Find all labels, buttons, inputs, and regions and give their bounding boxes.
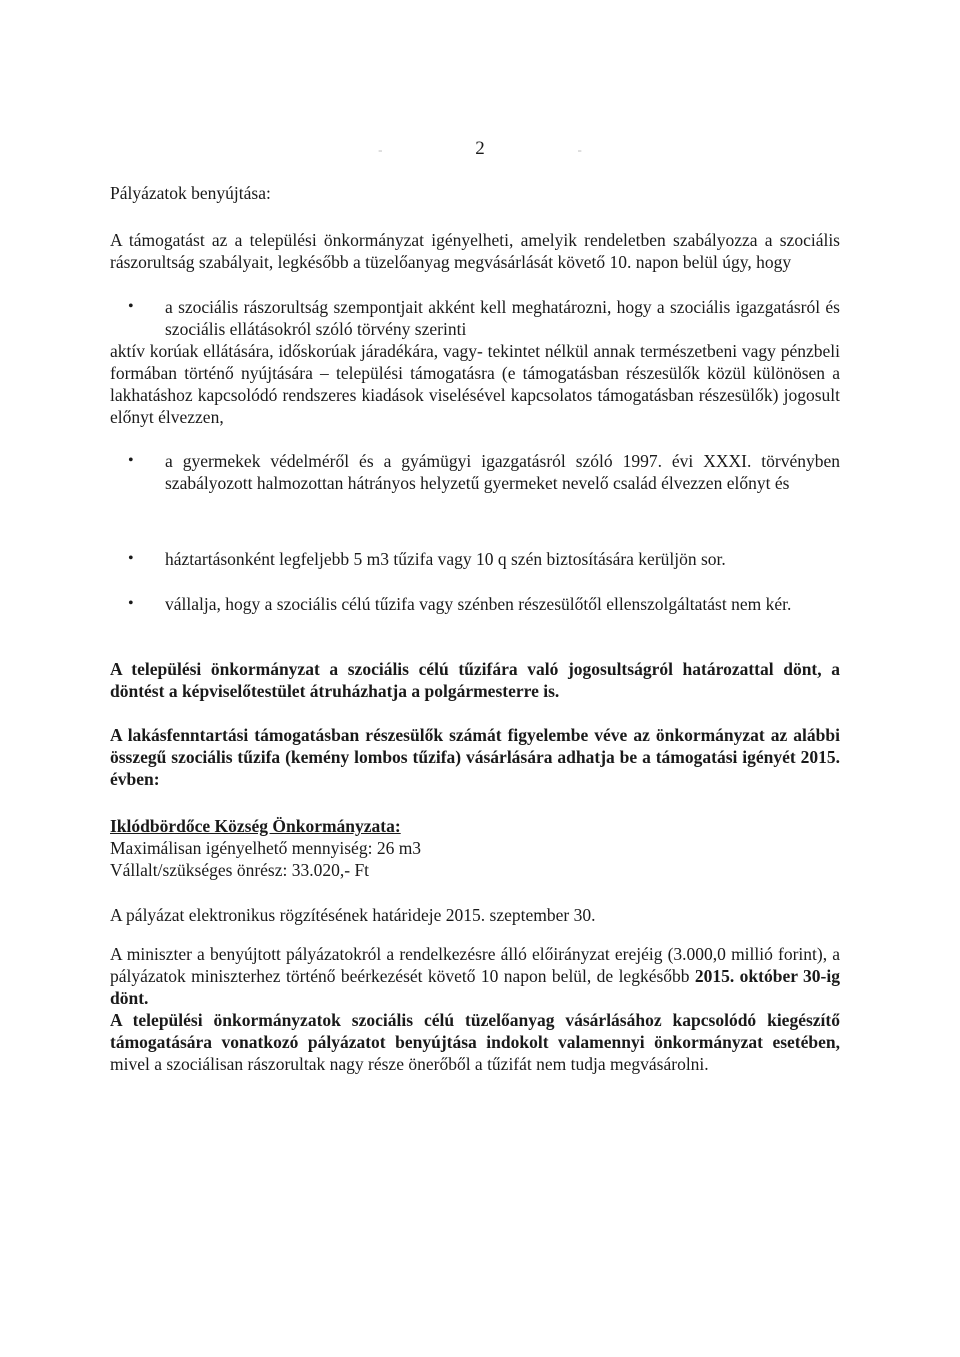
municipality-block bbox=[110, 815, 840, 881]
decision-paragraph: A települési önkormányzat a szociális célú tűzifára való jogosultságról határozattal dönt, a döntést a képviselőtestület átruházhatja a polgármesterre is. bbox=[110, 659, 840, 701]
page-number bbox=[0, 138, 960, 161]
justification-bold: A települési önkormányzatok szociális célú tüzelőanyag vásárlásához kapcsolódó kiegészítő támogatására vonatkozó pályázatot benyújtása indokolt valamennyi önkormányzat esetében, bbox=[110, 1010, 840, 1052]
deadline-paragraph: A pályázat elektronikus rögzítésének határideje 2015. szeptember 30. bbox=[110, 905, 596, 925]
list-item-continuation: aktív korúak ellátására, időskorúak járadékára, vagy- tekintet nélkül annak természetbeni vagy pénzbeli formában történő nyújtására – települési támogatásra (e támogatásban részesülők közül különösen a lakhatáshoz kapcsolódó rendszeres kiadások viselésével kapcsolatos támogatásban részesülők) jogosult előnyt élvezzen, bbox=[110, 341, 840, 427]
list-item-text: a gyermekek védelméről és a gyámügyi igazgatásról szóló 1997. évi XXXI. törvényben szabályozott halmozottan hátrányos helyzetű gyermeket nevelő család élvezzen előnyt és bbox=[165, 451, 840, 493]
intro-paragraph: A támogatást az a települési önkormányzat igényelheti, amelyik rendeletben szabályozza a szociális rászorultság szabályait, legkésőbb a tüzelőanyag megvásárlását követő 10. napon belül úgy, hogy bbox=[110, 230, 840, 272]
page-number-dash-right: - bbox=[577, 141, 582, 157]
bullet-icon: • bbox=[128, 550, 134, 567]
list-item bbox=[128, 450, 840, 494]
list-item bbox=[110, 296, 840, 428]
list-item bbox=[128, 548, 840, 570]
list-item-text: háztartásonként legfeljebb 5 m3 tűzifa vagy 10 q szén biztosítására kerüljön sor. bbox=[165, 549, 726, 569]
eligibility-paragraph: A lakásfenntartási támogatásban részesülők számát figyelembe véve az önkormányzat az alábbi összegű szociális tűzifa (kemény lombos tűzifa) vásárlására adhatja be a támogatási igényét 2015. évben: bbox=[110, 725, 840, 789]
minister-deadline: 2015. október 30-ig dönt. bbox=[110, 966, 840, 1008]
page-number-dash-left: - bbox=[378, 141, 383, 157]
list-item-text: vállalja, hogy a szociális célú tűzifa vagy szénben részesülőtől ellenszolgáltatást nem kér. bbox=[165, 594, 792, 614]
minister-text: A miniszter a benyújtott pályázatokról a rendelkezésre álló előirányzat erejéig (3.000,0 millió forint), a pályázatok miniszterhez történő beérkezését követő 10 napon belül, de legkésőbb bbox=[110, 944, 840, 986]
justification-text: mivel a szociálisan rászorultak nagy része önerőből a tűzifát nem tudja megvásárolni. bbox=[110, 1054, 709, 1074]
section-heading: Pályázatok benyújtása: bbox=[110, 183, 271, 203]
municipality-title: Iklódbördőce Község Önkormányzata: bbox=[110, 816, 401, 836]
bullet-icon: • bbox=[128, 298, 134, 315]
self-contribution-line: Vállalt/szükséges önrész: 33.020,- Ft bbox=[110, 860, 370, 880]
bullet-icon: • bbox=[128, 595, 134, 612]
max-quantity-line: Maximálisan igényelhető mennyiség: 26 m3 bbox=[110, 838, 422, 858]
minister-paragraph bbox=[110, 943, 840, 1075]
list-item bbox=[128, 593, 840, 615]
bullet-icon: • bbox=[128, 452, 134, 469]
list-item-text: a szociális rászorultság szempontjait akként kell meghatározni, hogy a szociális igazgatásról és szociális ellátásokról szóló törvény szerinti bbox=[165, 297, 840, 339]
page-number-value: 2 bbox=[475, 138, 485, 159]
